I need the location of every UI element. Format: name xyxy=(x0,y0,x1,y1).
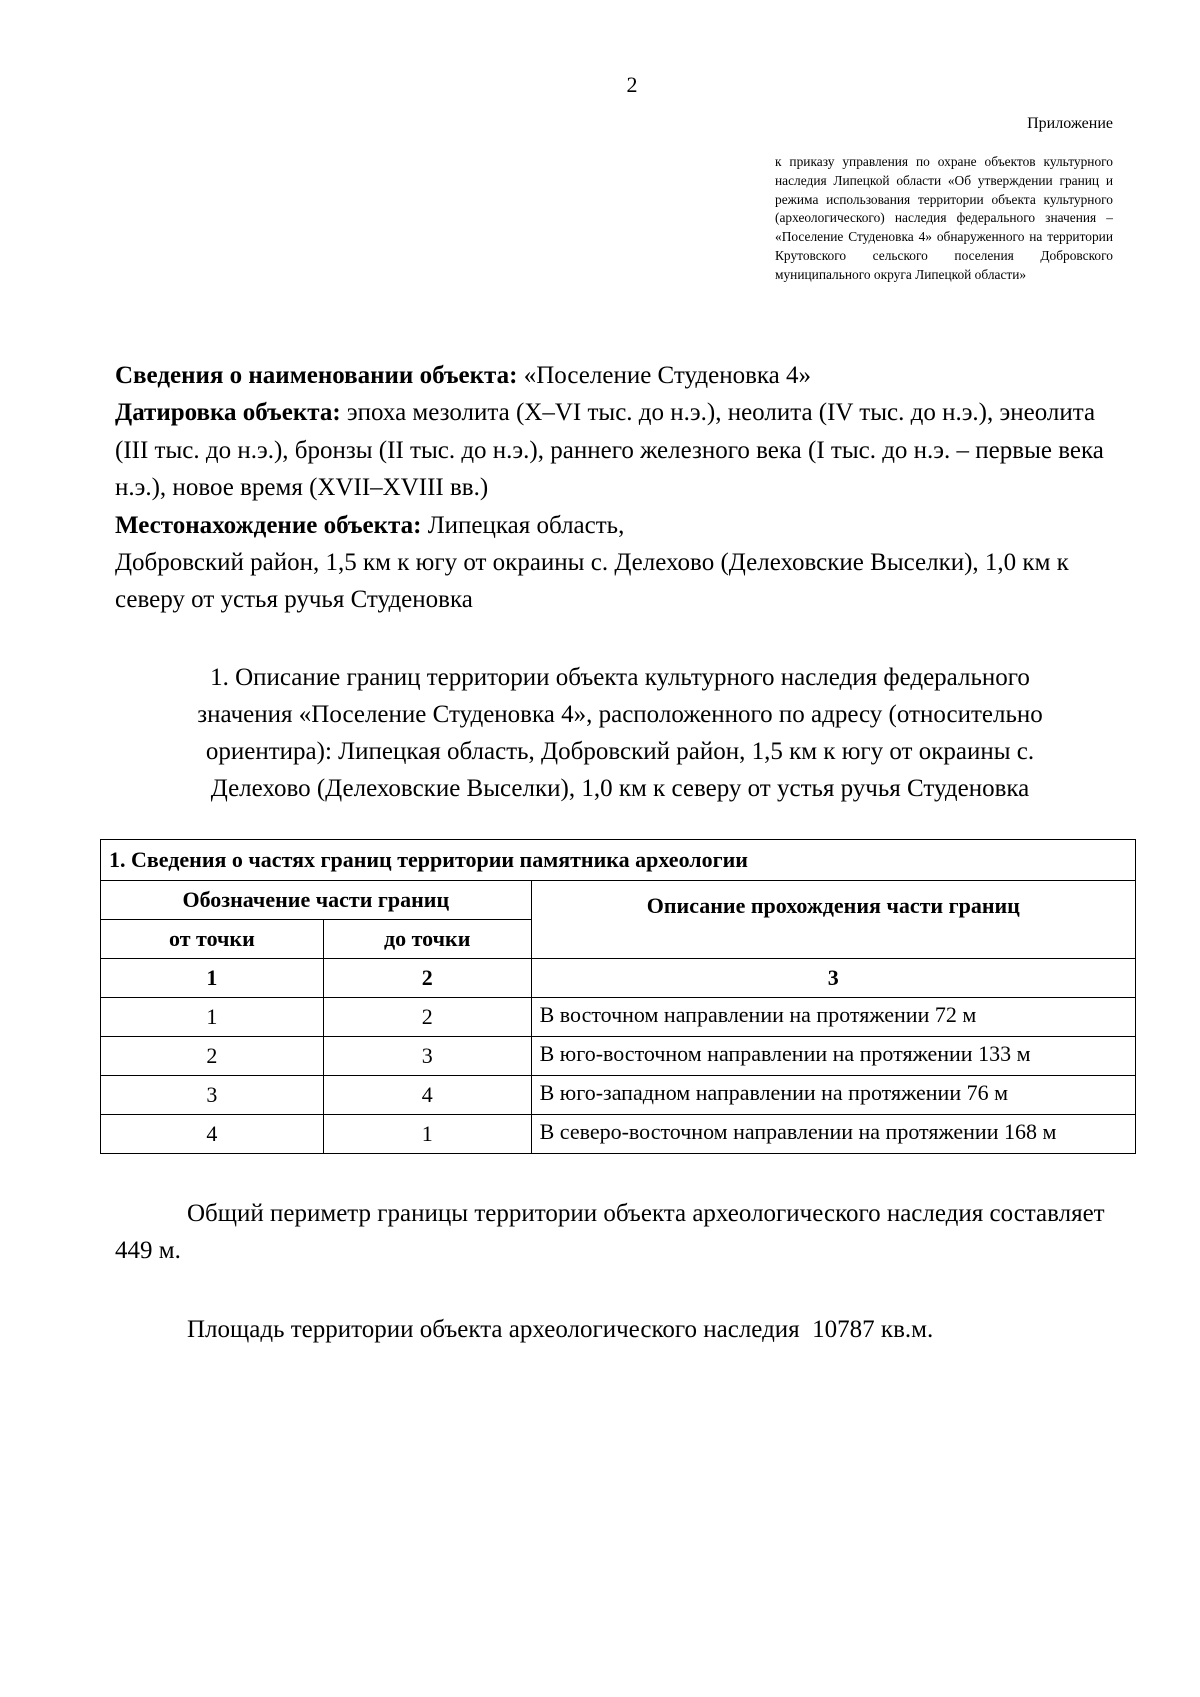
table-row xyxy=(101,1076,1136,1115)
object-location-line-2: Добровский район, 1,5 км к югу от окраины с. Делехово (Делеховские Выселки), 1,0 км к северу от устья ручья Студеновка xyxy=(115,549,1069,614)
section-heading-line-1: 1. Описание границ территории объекта культурного наследия федерального xyxy=(210,664,1030,691)
section-heading-line-3: ориентира): Липецкая область, Добровский район, 1,5 км к югу от окраины с. xyxy=(205,738,1035,765)
area-text: Площадь территории объекта археологического наследия 10787 кв.м. xyxy=(187,1316,934,1343)
boundary-table xyxy=(100,839,1136,1154)
from-point: 2 xyxy=(101,1037,324,1076)
object-info xyxy=(115,357,1125,619)
page-number: 2 xyxy=(626,72,638,97)
to-point: 1 xyxy=(323,1115,531,1154)
from-point: 1 xyxy=(101,998,324,1037)
column-number: 3 xyxy=(531,959,1135,998)
object-name-label: Сведения о наименовании объекта: xyxy=(115,362,518,389)
object-dating-label: Датировка объекта: xyxy=(115,399,341,427)
object-name-value: «Поселение Студеновка 4» xyxy=(523,362,812,389)
object-dating-line xyxy=(115,394,1125,506)
perimeter-text: Общий периметр границы территории объекта археологического наследия составляет 449 м. xyxy=(115,1200,1105,1264)
object-location-value-1: Липецкая область, xyxy=(427,511,625,539)
from-point: 4 xyxy=(101,1115,324,1154)
group-header: Обозначение части границ xyxy=(101,881,532,920)
section-heading-line-4: Делехово (Делеховские Выселки), 1,0 км к северу от устья ручья Студеновка xyxy=(210,775,1030,802)
appendix-text: к приказу управления по охране объектов культурного наследия Липецкой области «Об утверждении границ и режима использования территории объекта культурного (археологического) наследия федерального значения – «Поселение Студеновка 4» обнаруженного на территории Крутовского сельского поселения Добровского муниципального округа Липецкой области» xyxy=(775,154,1113,282)
segment-description: В юго-восточном направлении на протяжении 133 м xyxy=(531,1037,1135,1076)
object-dating-value: эпоха мезолита (X–VI тыс. до н.э.), неолита (IV тыс. до н.э.), энеолита (III тыс. до н.э.), бронзы (II тыс. до н.э.), раннего железного века (I тыс. до н.э. – первые века н.э.), новое время (XVII–XVIII вв.) xyxy=(115,399,1104,502)
table-caption: 1. Сведения о частях границ территории памятника археологии xyxy=(101,840,1136,881)
segment-description: В восточном направлении на протяжении 72 м xyxy=(531,998,1135,1037)
to-point: 2 xyxy=(323,998,531,1037)
from-point: 3 xyxy=(101,1076,324,1115)
to-header: до точки xyxy=(323,920,531,959)
column-number: 2 xyxy=(323,959,531,998)
table-row xyxy=(101,998,1136,1037)
table-row xyxy=(101,1115,1136,1154)
section-heading-line-2: значения «Поселение Студеновка 4», расположенного по адресу (относительно xyxy=(197,701,1043,728)
to-point: 3 xyxy=(323,1037,531,1076)
section-heading xyxy=(115,659,1125,807)
appendix-title: Приложение xyxy=(1027,115,1113,132)
to-point: 4 xyxy=(323,1076,531,1115)
segment-description: В юго-западном направлении на протяжении 76 м xyxy=(531,1076,1135,1115)
column-number: 1 xyxy=(101,959,324,998)
desc-header: Описание прохождения части границ xyxy=(531,881,1135,959)
from-header: от точки xyxy=(101,920,324,959)
table-row xyxy=(101,1037,1136,1076)
object-location-label: Местонахождение объекта: xyxy=(115,511,422,539)
segment-description: В северо-восточном направлении на протяжении 168 м xyxy=(531,1115,1135,1154)
object-location-line xyxy=(115,507,1125,544)
object-name-line xyxy=(115,357,1125,394)
